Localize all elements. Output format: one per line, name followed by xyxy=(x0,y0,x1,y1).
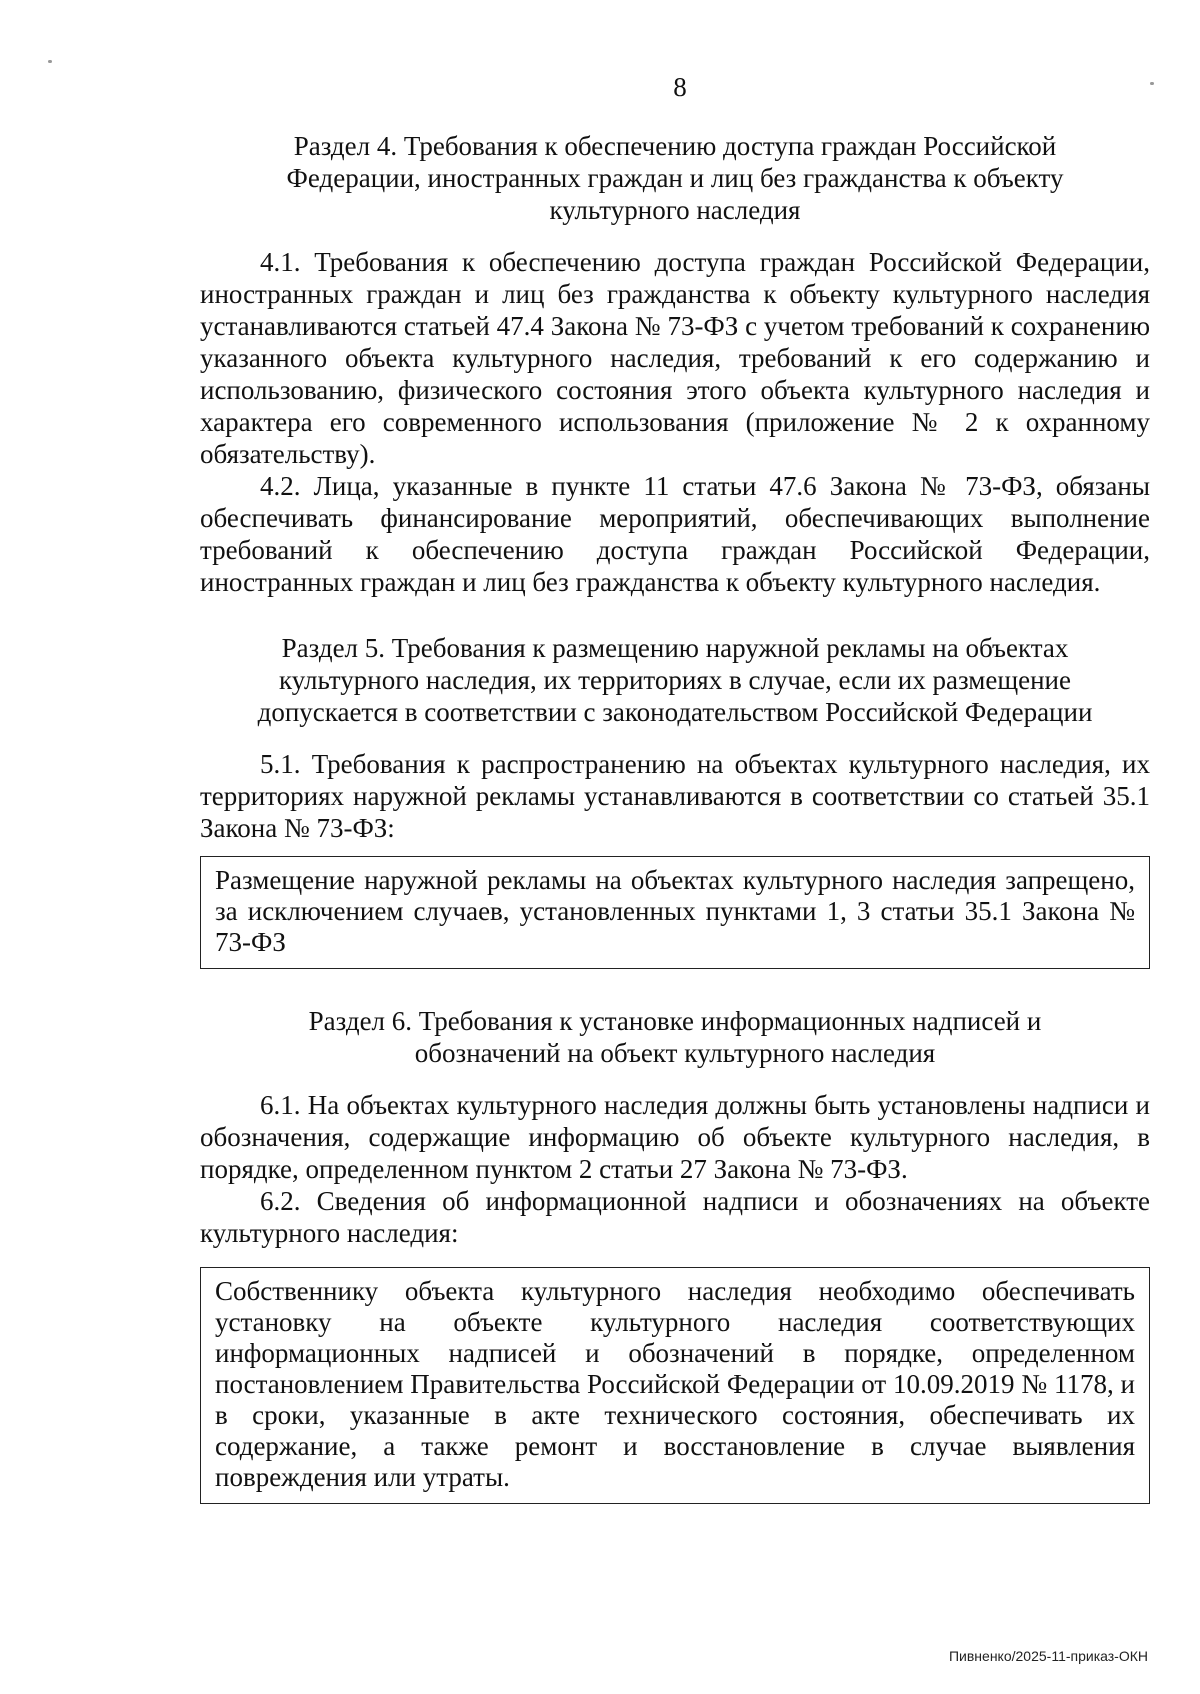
paragraph-6-2: 6.2. Сведения об информационной надписи и обозначениях на объекте культурного наследия: xyxy=(200,1186,1150,1248)
scan-speck xyxy=(48,60,52,63)
paragraph-5-1: 5.1. Требования к распространению на объектах культурного наследия, их территориях наружной рекламы устанавливаются в соответствии со статьей 35.1 Закона № 73-ФЗ: xyxy=(200,749,1150,843)
document-reference-footer: Пивненко/2025-11-приказ-ОКН xyxy=(948,1648,1148,1664)
signage-requirements-box xyxy=(200,1267,1150,1504)
document-body xyxy=(200,130,1150,1504)
paragraph-4-2: 4.2. Лица, указанные в пункте 11 статьи 47.6 Закона № 73-ФЗ, обязаны обеспечивать финансирование мероприятий, обеспечивающих выполнение требований к обеспечению доступа граждан Российской Федерации, иностранных граждан и лиц без гражданства к объекту культурного наследия. xyxy=(200,471,1150,597)
advertising-requirements-box xyxy=(200,856,1150,969)
advertising-requirements-text: Размещение наружной рекламы на объектах культурного наследия запрещено, за исключением случаев, установленных пунктами 1, 3 статьи 35.1 Закона № 73-ФЗ xyxy=(215,865,1135,957)
paragraph-4-1: 4.1. Требования к обеспечению доступа граждан Российской Федерации, иностранных граждан и лиц без гражданства к объекту культурного наследия устанавливаются статьей 47.4 Закона № 73-ФЗ с учетом требований к сохранению указанного объекта культурного наследия, требований к его содержанию и использованию, физического состояния этого объекта культурного наследия и характера его современного использования (приложение № 2 к охранному обязательству). xyxy=(200,247,1150,469)
section-6-heading: Раздел 6. Требования к установке информационных надписей и обозначений на объект культурного наследия xyxy=(308,1006,1042,1068)
paragraph-6-1: 6.1. На объектах культурного наследия должны быть установлены надписи и обозначения, содержащие информацию об объекте культурного наследия, в порядке, определенном пунктом 2 статьи 27 Закона № 73-ФЗ. xyxy=(200,1090,1150,1184)
page-number: 8 xyxy=(673,72,687,102)
signage-requirements-text: Собственнику объекта культурного наследия необходимо обеспечивать установку на объекте культурного наследия соответствующих информационных надписей и обозначений в порядке, определенном постановлением Правительства Российской Федерации от 10.09.2019 № 1178, и в сроки, указанные в акте технического состояния, обеспечивать их содержание, а также ремонт и восстановление в случае выявления повреждения или утраты. xyxy=(215,1276,1135,1492)
section-4-heading: Раздел 4. Требования к обеспечению доступа граждан Российской Федерации, иностранных граждан и лиц без гражданства к объекту культурного наследия xyxy=(286,131,1064,225)
section-5-heading: Раздел 5. Требования к размещению наружной рекламы на объектах культурного наследия, их территориях в случае, если их размещение допускается в соответствии с законодательством Российской Федерации xyxy=(257,633,1093,727)
